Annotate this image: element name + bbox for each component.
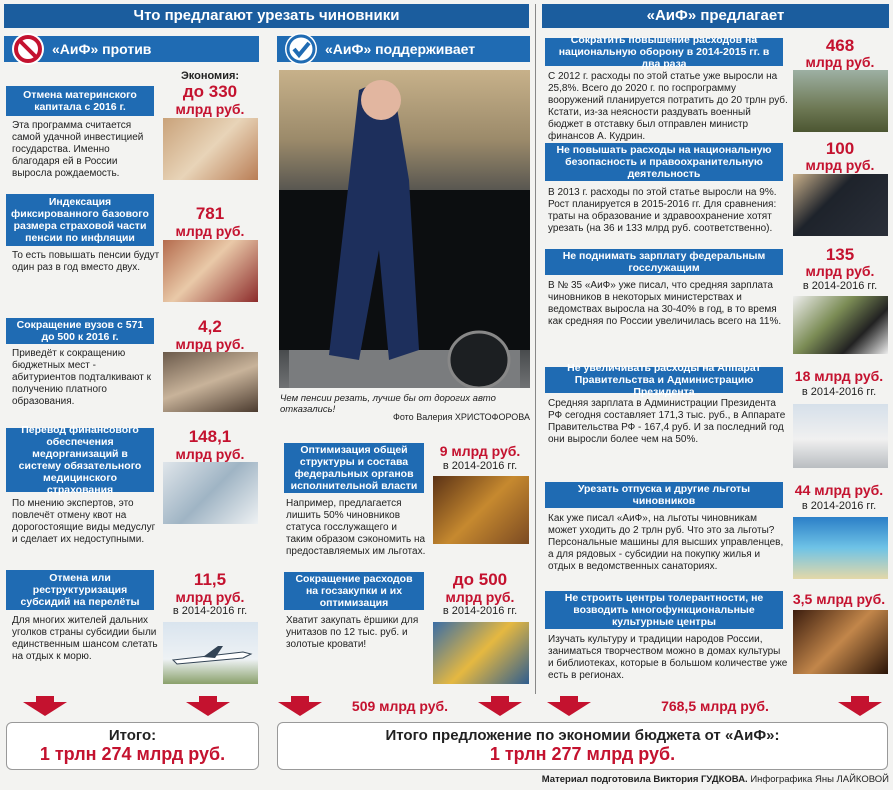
money-wallet-photo	[793, 296, 888, 354]
left-item-5-text: Для многих жителей дальних уголков страны субсидии были единственным шансом слетать на отдых к морю.	[12, 615, 158, 662]
left-item-2-title: Индексация фиксированного базового размера страховой части пенсии по инфляции	[6, 194, 154, 246]
left-item-2-unit: млрд руб.	[175, 223, 245, 239]
left-item-1-title: Отмена материнского капитала с 2016 г.	[6, 86, 154, 116]
left-total	[6, 722, 259, 770]
left-item-4-unit: млрд руб.	[175, 446, 245, 462]
right-item-1-text: С 2012 г. расходы по этой статье уже выросли на 25,8%. Всего до 2020 г. по госпрограмму вооружений планируется потратить до 20 трлн руб. Кстати, из-за неясности раздувать военный бюджет в отставку был отправлен министр финансов А. Кудрин.	[548, 71, 788, 142]
right-item-2-text: В 2013 г. расходы по этой статье выросли на 9%. Рост планируется в 2015-2016 гг. Для сравнения: траты на образование и здравоохранение хотят урезать (на 36 и 133 млрд руб. соответственно).	[548, 187, 777, 234]
right-item-1-unit: млрд руб.	[805, 54, 875, 70]
right-item-5-title: Урезать отпуска и другие льготы чиновников	[545, 482, 783, 508]
arrow-down-icon	[838, 702, 882, 716]
against-label: «АиФ» против	[52, 41, 152, 57]
center-item-2-amount: до 500	[452, 570, 508, 589]
left-total-label: Итого:	[108, 727, 157, 744]
left-item-1-amount: до 330	[182, 82, 238, 101]
right-item-3-text: В № 35 «АиФ» уже писал, что средняя зарплата чиновников в некоторых министерствах и ведомствах выросла на 30-40% в год, в то время как средняя по России увеличилась всего на 11%.	[548, 280, 782, 327]
column-divider	[535, 4, 536, 694]
right-item-1-amount: 468	[825, 36, 855, 55]
left-item-2-text: То есть повышать пенсии будут один раз в год вместо двух.	[12, 250, 160, 273]
left-item-5-unit: млрд руб.	[175, 589, 245, 605]
left-item-4-amount: 148,1	[188, 427, 232, 446]
center-item-2-text: Хватит закупать ёршики для унитазов по 12 тыс. руб. и золотые кровати!	[286, 615, 419, 650]
left-item-3-title: Сокращение вузов с 571 до 500 к 2016 г.	[6, 318, 154, 344]
right-item-4-title: Не увеличивать расходы на Аппарат Правительства и Администрацию Президента	[545, 367, 783, 393]
official-car-photo	[279, 70, 530, 388]
right-item-2-title: Не повышать расходы на национальную безопасность и правоохранительную деятельность	[545, 143, 783, 181]
golden-toilet-photo	[433, 622, 529, 684]
prohibited-icon	[12, 33, 44, 65]
right-item-3-title: Не поднимать зарплату федеральным госслужащим	[545, 249, 783, 275]
right-sum: 768,5 млрд руб.	[661, 698, 769, 714]
airplane-photo	[163, 622, 258, 684]
students-photo	[163, 352, 258, 412]
arrow-down-icon	[278, 702, 322, 716]
economy-label: Экономия:	[180, 70, 240, 82]
supports-header	[277, 36, 530, 62]
center-sum: 509 млрд руб.	[351, 698, 449, 714]
right-total	[277, 722, 888, 770]
right-item-4-amount: 18 млрд руб.	[794, 368, 884, 384]
left-item-3-text: Приведёт к сокращению бюджетных мест - абитуриентов подталкивают к получению платного образования.	[12, 348, 151, 407]
footer-author: Материал подготовила Виктория ГУДКОВА.	[541, 774, 748, 785]
center-item-1-period: в 2014-2016 гг.	[442, 460, 518, 472]
arrow-down-icon	[478, 702, 522, 716]
arrow-down-icon	[23, 702, 67, 716]
footer-graphics: Инфографика Яны ЛАЙКОВОЙ	[750, 774, 889, 785]
right-item-2-amount: 100	[825, 139, 855, 158]
left-item-4-title: Перевод финансового обеспечения медорганизаций в систему обязательного медицинского страхования	[6, 428, 154, 492]
arrow-down-icon	[547, 702, 591, 716]
right-item-5-period: в 2014-2016 гг.	[801, 500, 877, 512]
left-item-2-amount: 781	[195, 204, 225, 223]
dancers-photo	[793, 610, 888, 674]
checkmark-icon	[285, 33, 317, 65]
center-item-1-amount: 9 млрд руб.	[439, 443, 521, 459]
right-item-6-amount: 3,5 млрд руб.	[792, 591, 886, 607]
right-item-3-unit: млрд руб.	[805, 263, 875, 279]
center-item-2-title: Сокращение расходов на госзакупки и их оптимизация	[284, 572, 424, 610]
left-item-1-text: Эта программа считается самой удачной инвестицией государства. Именно благодаря ей в России выросла рождаемость.	[12, 120, 144, 179]
right-item-3-amount: 135	[825, 245, 855, 264]
right-item-5-amount: 44 млрд руб.	[794, 482, 884, 498]
office-photo	[433, 476, 529, 544]
left-item-3-amount: 4,2	[198, 317, 222, 336]
family-photo	[163, 118, 258, 180]
footer-credits	[460, 774, 889, 785]
pension-money-photo	[163, 240, 258, 302]
photo-credit: Фото Валерия ХРИСТОФОРОВА	[393, 412, 530, 422]
left-item-5-title: Отмена или реструктуризация субсидий на перелёты	[6, 570, 154, 610]
right-item-2-unit: млрд руб.	[805, 157, 875, 173]
beach-photo	[793, 517, 888, 579]
right-total-value: 1 трлн 277 млрд руб.	[489, 744, 676, 764]
right-item-1-title: Сократить повышение расходов на национальную оборону в 2014-2015 гг. в два раза	[545, 38, 783, 66]
photo-caption: Чем пенсии резать, лучше бы от дорогих авто отказались!	[280, 393, 496, 415]
header-right: «АиФ» предлагает	[542, 4, 889, 28]
government-building-photo	[793, 404, 888, 468]
against-header	[4, 36, 259, 62]
left-item-5-period: в 2014-2016 гг.	[172, 605, 248, 617]
center-item-1-title: Оптимизация общей структуры и состава федеральных органов исполнительной власти	[284, 443, 424, 493]
header-left: Что предлагают урезать чиновники	[4, 4, 529, 28]
center-item-2-unit: млрд руб.	[445, 589, 515, 605]
left-item-3-unit: млрд руб.	[175, 336, 245, 352]
right-item-4-period: в 2014-2016 гг.	[801, 386, 877, 398]
right-item-5-text: Как уже писал «АиФ», на льготы чиновникам может уходить до 2 трлн руб. Что это за льготы? Персональные машины для высших управленцев, а для рядовых - субсидии на покупку жилья и отдых в ведомственных санаториях.	[548, 513, 784, 572]
tank-photo	[793, 70, 888, 132]
right-item-3-period: в 2014-2016 гг.	[802, 280, 878, 292]
left-item-5-amount: 11,5	[193, 570, 227, 589]
center-item-2-period: в 2014-2016 гг.	[442, 605, 518, 617]
right-item-4-text: Средняя зарплата в Администрации Президента РФ сегодня составляет 171,3 тыс. руб., в Аппарате Правительства РФ - 167,4 руб. И за последний год они выросли более чем на 50%.	[548, 398, 786, 445]
medical-photo	[163, 462, 258, 524]
left-total-value: 1 трлн 274 млрд руб.	[39, 744, 226, 764]
left-item-4-text: По мнению экспертов, это повлечёт отмену квот на дорогостоящие виды медуслуг и сделает их недоступными.	[12, 498, 156, 545]
right-item-6-text: Изучать культуру и традиции народов России, заниматься творчеством можно в домах культуры и библиотеках, которые в большом количестве уже есть в регионах.	[548, 634, 788, 681]
right-item-6-title: Не строить центры толерантности, не возводить многофункциональные культурные центры	[545, 591, 783, 629]
right-total-label: Итого предложение по экономии бюджета от «АиФ»:	[385, 727, 780, 744]
center-item-1-text: Например, предлагается лишить 50% чиновников статуса госслужащего и таким образом сэкономить на предоставляемых им льготах.	[286, 498, 426, 557]
supports-label: «АиФ» поддерживает	[325, 41, 476, 57]
left-item-1-unit: млрд руб.	[175, 101, 245, 117]
police-photo	[793, 174, 888, 236]
arrow-down-icon	[186, 702, 230, 716]
